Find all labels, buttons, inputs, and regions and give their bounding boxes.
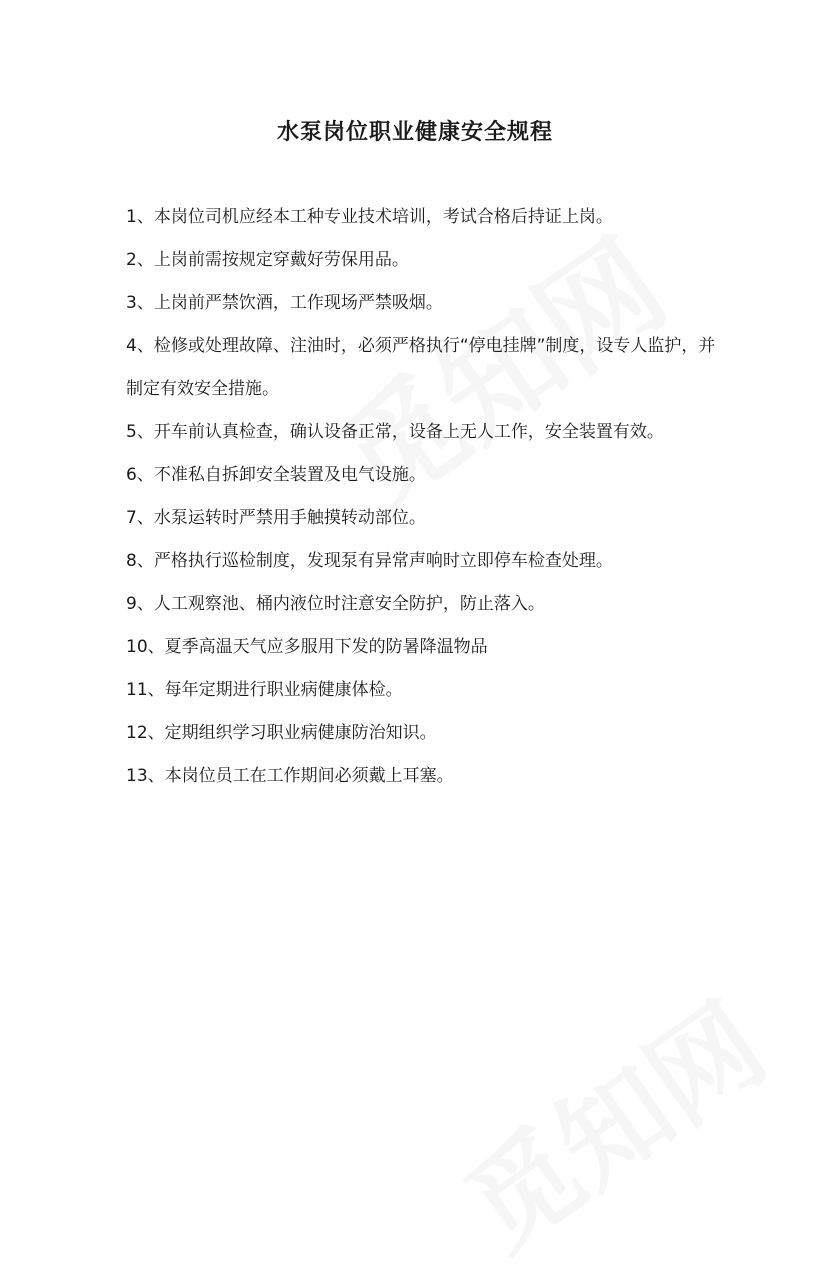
rule-item-5: 5、开车前认真检查，确认设备正常，设备上无人工作，安全装置有效。 [126,422,664,442]
rule-item-11: 11、每年定期进行职业病健康体检。 [126,680,403,700]
rule-item-12: 12、定期组织学习职业病健康防治知识。 [126,723,437,743]
rule-item-10: 10、夏季高温天气应多服用下发的防暑降温物品 [126,637,488,657]
rule-item-6: 6、不准私自拆卸安全装置及电气设施。 [126,465,426,485]
rule-item-3: 3、上岗前严禁饮酒，工作现场严禁吸烟。 [126,293,443,313]
rule-item-7: 7、水泵运转时严禁用手触摸转动部位。 [126,508,426,528]
rules-list [126,196,716,798]
watermark-bottom [430,961,791,1279]
rule-item-9: 9、人工观察池、桶内液位时注意安全防护，防止落入。 [126,594,545,614]
rule-item-4: 4、检修或处理故障、注油时，必须严格执行“停电挂牌”制度，设专人监护，并制定有效安全措施。 [126,336,716,399]
rule-item-13: 13、本岗位员工在工作期间必须戴上耳塞。 [126,766,454,786]
rule-item-1: 1、本岗位司机应经本工种专业技术培训，考试合格后持证上岗。 [126,207,613,227]
rule-item-8: 8、严格执行巡检制度，发现泵有异常声响时立即停车检查处理。 [126,551,613,571]
rule-item-2: 2、上岗前需按规定穿戴好劳保用品。 [126,250,409,270]
document-title: 水泵岗位职业健康安全规程 [276,120,553,145]
